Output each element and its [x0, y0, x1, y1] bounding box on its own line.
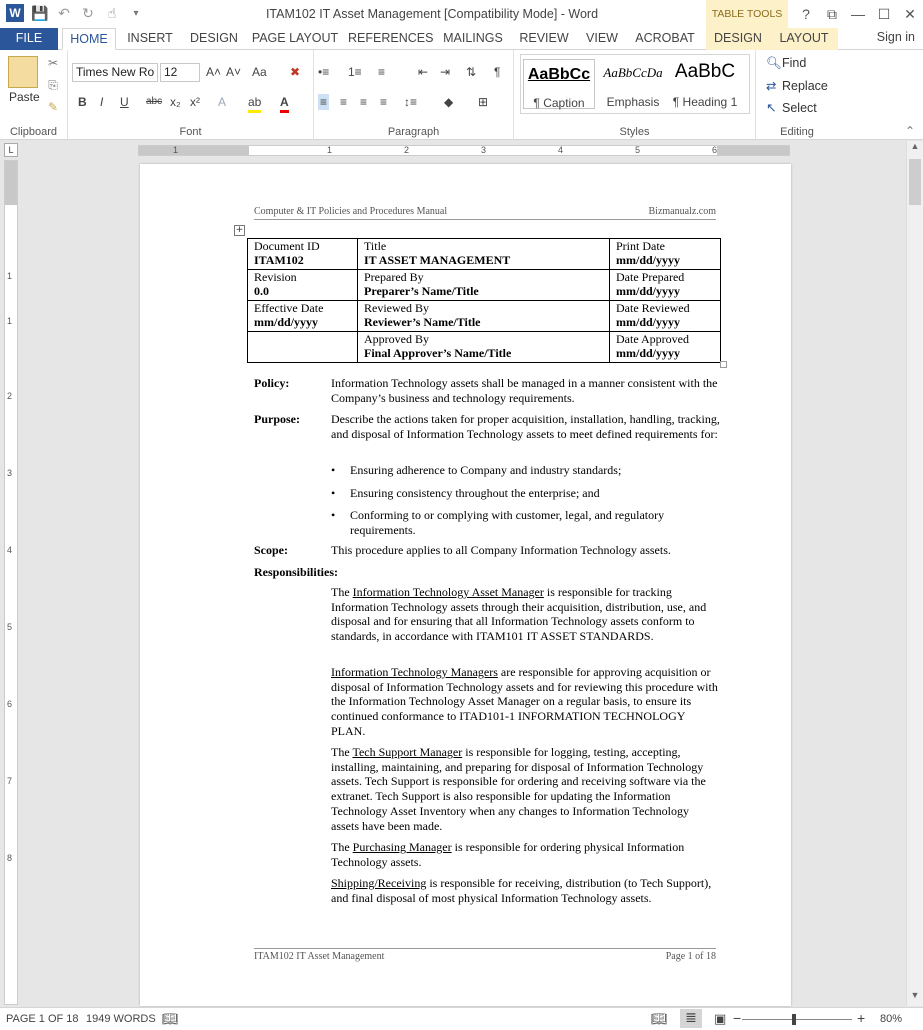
resp-text: is responsible for tracking Information Technology assets through their acquisition, distribution, use, and disposal and for ensuring that all Information Technology assets conform to standards, in accordance with ITAM101 IT ASSET STANDARDS.: [331, 585, 707, 644]
tab-selector[interactable]: L: [4, 143, 18, 157]
undo-icon[interactable]: ↶: [58, 4, 70, 21]
close-button[interactable]: ✕: [904, 5, 916, 22]
vruler-number: 6: [7, 699, 13, 709]
line-spacing-icon[interactable]: ↕≡: [404, 95, 418, 109]
collapse-ribbon-icon[interactable]: ⌃: [904, 124, 916, 138]
tab-insert[interactable]: INSERT: [127, 31, 173, 45]
ruler-number: 6: [712, 145, 718, 155]
tab-file[interactable]: FILE: [0, 28, 58, 50]
text-effects-icon[interactable]: A: [218, 95, 227, 109]
document-page[interactable]: [140, 164, 791, 1006]
responsibility-paragraph: [331, 840, 719, 869]
page-footer: [254, 948, 716, 962]
cell-label: Title: [364, 239, 387, 253]
zoom-in-button[interactable]: +: [857, 1010, 866, 1026]
help-button[interactable]: ?: [802, 6, 810, 22]
resp-role: Purchasing Manager: [352, 840, 452, 854]
underline-button[interactable]: U: [120, 95, 129, 109]
table-cell[interactable]: [248, 270, 358, 301]
select-label: Select: [782, 101, 817, 115]
styles-group: [514, 50, 756, 140]
vruler-top-margin: [5, 161, 17, 205]
resp-role: Shipping/Receiving: [331, 876, 427, 890]
tab-review[interactable]: REVIEW: [519, 31, 569, 45]
cell-label: Date Approved: [616, 332, 689, 346]
customize-qat-icon[interactable]: ▾: [133, 7, 139, 19]
copy-icon[interactable]: ⎘: [48, 78, 58, 92]
clear-formatting-icon[interactable]: ✖: [290, 65, 301, 79]
table-row: [248, 332, 721, 363]
table-row: [248, 270, 721, 301]
proofing-icon[interactable]: 📖︎: [162, 1011, 179, 1026]
table-row: [248, 239, 721, 270]
resp-text: is responsible for logging, testing, accepting, installing, maintaining, and preparing for disposal of Information Technology assets. Tech Support is responsible for ordering and receiving software via the extranet. Tech Support is also responsible for updating the Information Technology Asset Inventory when any changes to Information Technology assets have been made.: [331, 745, 706, 833]
vruler-number: 5: [7, 622, 13, 632]
paste-icon[interactable]: [8, 56, 38, 88]
cell-value: 0.0: [254, 284, 269, 298]
header-right: Bizmanualz.com: [648, 206, 716, 217]
responsibility-paragraph: [331, 876, 719, 905]
subscript-button[interactable]: x₂: [170, 95, 181, 109]
replace-button[interactable]: [766, 78, 828, 93]
ribbon-tabs: [0, 28, 923, 50]
bullet-text: Conforming to or complying with customer, legal, and regulatory requirements.: [350, 508, 665, 537]
tab-acrobat[interactable]: ACROBAT: [635, 31, 695, 45]
vertical-ruler[interactable]: [4, 160, 18, 1005]
responsibility-paragraph: [331, 665, 719, 739]
table-cell[interactable]: [610, 270, 721, 301]
resp-text: is responsible for receiving, distribution (to Tech Support), and final disposal of most physical Information Technology assets.: [331, 876, 712, 905]
align-center-icon[interactable]: ≡: [340, 95, 348, 109]
table-row: [248, 301, 721, 332]
purpose-label: Purpose:: [254, 412, 300, 426]
editing-group: [756, 50, 838, 140]
tab-mailings[interactable]: MAILINGS: [443, 31, 503, 45]
purpose-text: Describe the actions taken for proper acquisition, installation, handling, tracking, and disposal of Information Technology assets to meet defined requirements for:: [331, 412, 720, 441]
cell-value: ITAM102: [254, 253, 304, 267]
cell-value: mm/dd/yyyy: [616, 253, 681, 267]
align-right-icon[interactable]: ≡: [360, 95, 368, 109]
superscript-button[interactable]: x²: [190, 95, 200, 109]
justify-icon[interactable]: ≡: [380, 95, 388, 109]
table-move-handle-icon[interactable]: +: [235, 225, 244, 235]
policy-label: Policy:: [254, 376, 290, 390]
cell-value: Reviewer’s Name/Title: [364, 315, 481, 329]
print-layout-icon[interactable]: ≣: [680, 1009, 702, 1028]
multilevel-list-icon[interactable]: ≡: [378, 65, 386, 79]
cell-label: Reviewed By: [364, 301, 429, 315]
resp-role: Information Technology Asset Manager: [352, 585, 544, 599]
bullet-icon: •: [331, 486, 336, 500]
cell-value: IT ASSET MANAGEMENT: [364, 253, 511, 267]
table-tools-context-label: TABLE TOOLS: [706, 0, 788, 28]
policy-text: Information Technology assets shall be managed in a manner consistent with the Company’s business and technology requirements.: [331, 376, 718, 405]
bullet-icon: •: [331, 463, 336, 477]
style-emphasis-name: Emphasis: [606, 95, 660, 109]
table-cell[interactable]: [610, 301, 721, 332]
styles-group-label: Styles: [619, 126, 650, 138]
styles-gallery: [520, 54, 750, 114]
zoom-slider[interactable]: [742, 1019, 852, 1020]
cell-label: Effective Date: [254, 301, 324, 315]
responsibility-paragraph: [331, 745, 719, 833]
touch-mode-icon[interactable]: ☝: [107, 4, 117, 21]
vruler-number: 4: [7, 545, 13, 555]
table-cell[interactable]: [358, 332, 610, 363]
table-resize-handle[interactable]: [720, 361, 727, 368]
ruler-number: 2: [404, 145, 410, 155]
vertical-scrollbar[interactable]: [906, 141, 923, 1006]
bullets-icon[interactable]: •≡: [318, 65, 330, 79]
vruler-number: 7: [7, 776, 13, 786]
change-case-button[interactable]: Aa: [252, 65, 267, 79]
style-heading-1-name: ¶ Heading 1: [672, 95, 738, 109]
title-bar: [0, 0, 923, 28]
style-caption-sample: AaBbCc: [527, 66, 591, 83]
table-cell[interactable]: [610, 332, 721, 363]
read-mode-icon[interactable]: 📖︎: [651, 1011, 668, 1026]
ruler-bar: [138, 145, 790, 156]
paste-button[interactable]: Paste: [9, 90, 40, 104]
shrink-font-button[interactable]: A˅: [226, 65, 242, 79]
italic-button[interactable]: I: [100, 95, 104, 109]
cell-label: Print Date: [616, 239, 665, 253]
cell-label: Date Prepared: [616, 270, 685, 284]
tab-table-layout[interactable]: LAYOUT: [770, 28, 838, 50]
borders-icon[interactable]: ⊞: [478, 95, 489, 109]
style-caption[interactable]: [523, 59, 595, 109]
ribbon-display-options-button[interactable]: ⧉: [827, 5, 837, 22]
ruler-number: 1: [327, 145, 333, 155]
clipboard-group: [0, 50, 68, 140]
zoom-out-button[interactable]: −: [733, 1010, 742, 1026]
font-size-box[interactable]: 12: [160, 63, 200, 82]
page-count[interactable]: PAGE 1 OF 18: [6, 1013, 79, 1025]
page-header: [254, 206, 716, 220]
replace-icon: ⇄: [766, 79, 777, 93]
bullet-text: Ensuring adherence to Company and industry standards;: [350, 463, 622, 477]
resp-prefix: The: [331, 745, 353, 759]
save-icon[interactable]: 💾: [31, 4, 49, 21]
vruler-number: 3: [7, 468, 13, 478]
cell-value: mm/dd/yyyy: [254, 315, 319, 329]
scope-text: This procedure applies to all Company Information Technology assets.: [331, 543, 671, 557]
select-icon: ↖: [766, 101, 777, 115]
responsibility-paragraph: [331, 585, 719, 644]
sign-in-link[interactable]: Sign in: [876, 30, 915, 44]
table-cell[interactable]: [610, 239, 721, 270]
cell-value: Final Approver’s Name/Title: [364, 346, 512, 360]
cell-label: Revision: [254, 270, 297, 284]
strikethrough-button[interactable]: abc: [146, 96, 163, 107]
tab-page-layout[interactable]: PAGE LAYOUT: [251, 31, 339, 45]
word-logo-icon[interactable]: W: [6, 4, 24, 22]
zoom-level[interactable]: 80%: [880, 1013, 903, 1025]
shading-icon[interactable]: ◆: [444, 95, 454, 109]
table-cell[interactable]: [248, 301, 358, 332]
format-painter-icon[interactable]: ✎: [47, 100, 59, 114]
tab-home[interactable]: HOME: [62, 28, 116, 50]
style-emphasis[interactable]: [597, 59, 669, 109]
ruler-right-margin: [717, 146, 789, 155]
resp-role: Tech Support Manager: [352, 745, 463, 759]
vruler-number: 1: [7, 316, 13, 326]
scroll-down-icon[interactable]: ▼: [910, 990, 920, 1000]
ruler-number: 5: [635, 145, 641, 155]
tab-references[interactable]: REFERENCES: [348, 31, 434, 45]
table-cell[interactable]: [248, 332, 358, 363]
window-title: ITAM102 IT Asset Management [Compatibility Mode] - Word: [265, 7, 599, 21]
table-cell[interactable]: [248, 239, 358, 270]
status-bar: [0, 1007, 923, 1030]
web-layout-icon[interactable]: ▣: [714, 1011, 727, 1026]
vruler-number: 1: [7, 271, 13, 281]
editing-group-label: Editing: [780, 126, 814, 138]
scroll-up-icon[interactable]: ▲: [910, 141, 920, 151]
ribbon-home: [0, 50, 923, 140]
table-cell[interactable]: [358, 301, 610, 332]
horizontal-ruler[interactable]: [0, 141, 923, 159]
style-heading-1[interactable]: [669, 59, 741, 109]
cell-label: Prepared By: [364, 270, 424, 284]
font-name-box[interactable]: Times New Ro: [72, 63, 158, 82]
table-cell[interactable]: [358, 239, 610, 270]
footer-left: ITAM102 IT Asset Management: [254, 951, 385, 962]
bold-button[interactable]: B: [78, 95, 87, 109]
resp-prefix: The: [331, 840, 353, 854]
clipboard-group-label: Clipboard: [9, 126, 58, 138]
cell-value: mm/dd/yyyy: [616, 315, 681, 329]
find-label: Find: [782, 56, 807, 70]
cell-label: Date Reviewed: [616, 301, 690, 315]
numbering-icon[interactable]: 1≡: [348, 65, 362, 79]
increase-indent-icon[interactable]: ⇥: [440, 65, 451, 79]
highlight-icon[interactable]: ab: [248, 94, 261, 113]
ruler-number: 4: [558, 145, 564, 155]
ruler-left-margin: [139, 146, 249, 155]
zoom-slider-thumb[interactable]: [792, 1014, 796, 1025]
header-left: Computer & IT Policies and Procedures Manual: [254, 206, 448, 217]
table-cell[interactable]: [358, 270, 610, 301]
style-heading-1-sample: AaBbC: [674, 61, 736, 82]
word-count[interactable]: 1949 WORDS: [86, 1013, 156, 1025]
footer-right: Page 1 of 18: [665, 951, 716, 962]
scope-label: Scope:: [254, 543, 288, 557]
responsibilities-label: Responsibilities:: [254, 565, 339, 579]
paragraph-group: [314, 50, 514, 140]
tab-view[interactable]: VIEW: [586, 31, 618, 45]
vruler-number: 2: [7, 391, 13, 401]
find-button[interactable]: [766, 56, 806, 71]
redo-icon[interactable]: ↻: [82, 4, 94, 21]
font-group: [68, 50, 314, 140]
bullet-icon: •: [331, 508, 336, 522]
vruler-number: 8: [7, 853, 13, 863]
maximize-button[interactable]: ☐: [877, 5, 891, 22]
cell-label: Approved By: [364, 332, 429, 346]
ruler-number: 3: [481, 145, 487, 155]
resp-text: are responsible for approving acquisition or disposal of Information Technology assets and for reviewing this procedure with the Information Technology Asset Manager on a regular basis, to ensure its continued conformance to ITAD101-1 INFORMATION TECHNOLOGY PLAN.: [331, 665, 718, 738]
resp-role: Information Technology Managers: [331, 665, 498, 679]
cell-value: mm/dd/yyyy: [616, 346, 681, 360]
replace-label: Replace: [782, 79, 828, 93]
minimize-button[interactable]: —: [851, 6, 865, 22]
resp-prefix: The: [331, 585, 353, 599]
cell-value: mm/dd/yyyy: [616, 284, 681, 298]
decrease-indent-icon[interactable]: ⇤: [418, 65, 429, 79]
paragraph-group-label: Paragraph: [387, 126, 440, 138]
document-info-table[interactable]: [247, 238, 721, 363]
font-color-icon[interactable]: A: [280, 94, 289, 113]
tab-table-design[interactable]: DESIGN: [706, 28, 770, 50]
sort-icon[interactable]: ⇅: [466, 65, 477, 79]
cell-label: Document ID: [254, 239, 320, 253]
cut-icon[interactable]: ✂: [47, 56, 59, 70]
resp-text: is responsible for ordering physical Information Technology assets.: [331, 840, 685, 869]
select-button[interactable]: [766, 100, 817, 115]
find-icon: 🔍︎: [766, 56, 782, 70]
align-left-icon[interactable]: ≡: [320, 95, 328, 109]
ruler-number: 1: [173, 145, 179, 155]
style-emphasis-sample: AaBbCcDa: [603, 65, 663, 80]
grow-font-button[interactable]: A˄: [206, 65, 222, 79]
show-formatting-marks-button[interactable]: ¶: [494, 65, 501, 79]
font-group-label: Font: [179, 126, 202, 138]
bullet-text: Ensuring consistency throughout the enterprise; and: [350, 486, 600, 500]
scroll-thumb[interactable]: [909, 159, 921, 205]
tab-design[interactable]: DESIGN: [190, 31, 238, 45]
cell-value: Preparer’s Name/Title: [364, 284, 479, 298]
style-caption-name: ¶ Caption: [533, 96, 585, 110]
